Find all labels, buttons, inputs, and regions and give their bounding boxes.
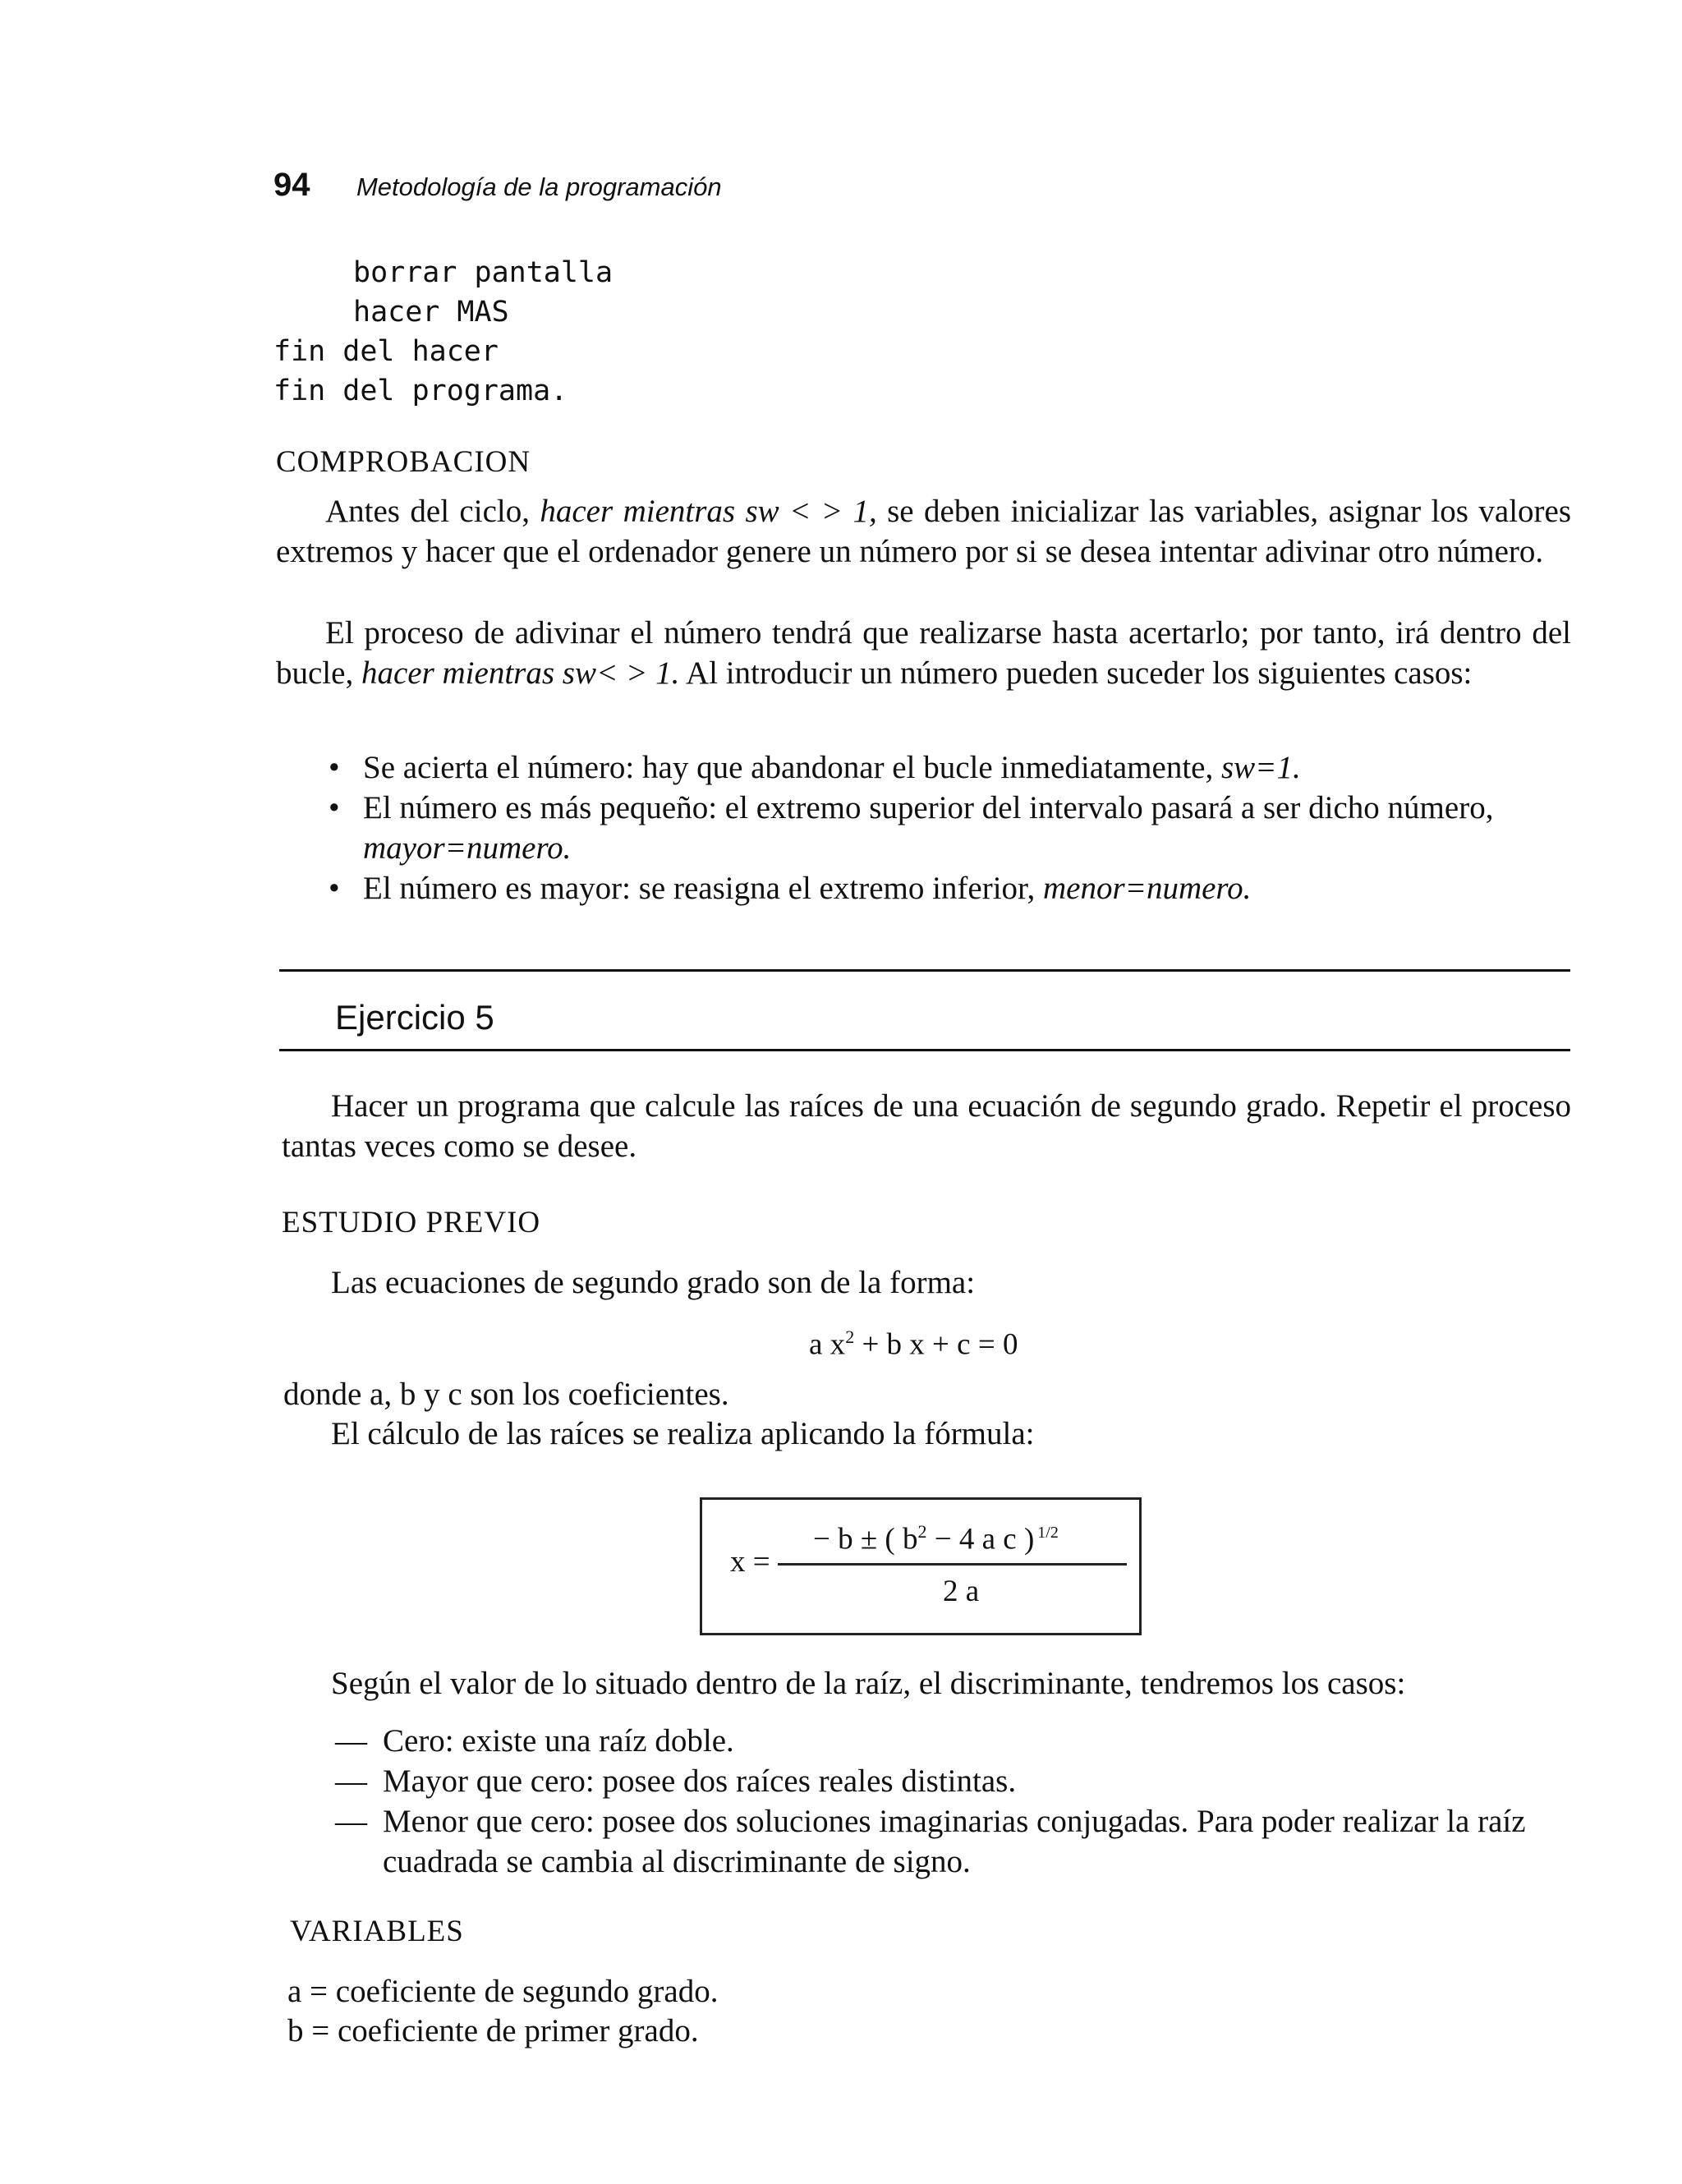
estudio-intro: Las ecuaciones de segundo grado son de la forma: <box>331 1265 976 1300</box>
formula-denominator: 2 a <box>943 1575 980 1608</box>
code-line: fin del hacer <box>273 335 499 368</box>
text-run: El número es mayor: se reasigna el extremo inferior, <box>363 871 1043 906</box>
dash-mark: — <box>335 1723 367 1759</box>
equation-term: a x <box>809 1327 846 1362</box>
bullet-icon: • <box>329 750 340 785</box>
code-line: borrar pantalla <box>353 256 614 289</box>
divider-top <box>279 969 1570 972</box>
exercise-title: Ejercicio 5 <box>335 998 494 1037</box>
running-title: Metodología de la programación <box>356 172 722 201</box>
list-item <box>335 1761 1571 1801</box>
text-run-italic: hacer mientras sw < > 1, <box>540 494 877 529</box>
section-heading-variables: VARIABLES <box>290 1915 464 1948</box>
coefficients-line: donde a, b y c son los coeficientes. <box>283 1377 729 1412</box>
text-run: Cero: existe una raíz doble. <box>383 1723 734 1759</box>
paragraph-comprobacion-2 <box>276 613 1571 693</box>
list-item <box>335 1801 1571 1882</box>
text-run-italic: mayor=numero. <box>363 830 572 866</box>
text-run: Se acierta el número: hay que abandonar el bucle inmediatamente, <box>363 750 1221 785</box>
list-item <box>329 747 1573 788</box>
text-run: Menor que cero: posee dos soluciones imaginarias conjugadas. Para poder realizar la raíz cuadrada se cambia al discriminante de signo. <box>383 1804 1526 1879</box>
quadratic-equation <box>809 1317 1018 1364</box>
variable-item: a = coeficiente de segundo grado. <box>287 1974 719 2009</box>
formula-exponent: 2 <box>917 1521 927 1542</box>
variable-item: b = coeficiente de primer grado. <box>287 2013 699 2048</box>
cases-list <box>335 1721 1571 1882</box>
list-item <box>329 788 1573 868</box>
text-run-italic: menor=numero. <box>1042 871 1252 906</box>
dash-mark: — <box>335 1804 367 1839</box>
calculation-line: El cálculo de las raíces se realiza aplicando la fórmula: <box>331 1416 1035 1451</box>
bullet-list <box>329 747 1573 908</box>
fraction-bar <box>778 1563 1127 1566</box>
text-run: El número es más pequeño: el extremo superior del intervalo pasará a ser dicho número, <box>363 790 1494 825</box>
text-run: Al introducir un número pueden suceder los siguientes casos: <box>679 655 1473 691</box>
divider-bottom <box>279 1049 1570 1051</box>
dash-mark: — <box>335 1763 367 1799</box>
paragraph-comprobacion-1 <box>276 491 1571 572</box>
section-heading-comprobacion: COMPROBACION <box>276 445 531 479</box>
text-run: se deben inicializar las variables, asignar los valores extremos y hacer que el ordenador genere un número por si se desea intentar adivinar otro número. <box>276 494 1572 569</box>
exercise-statement: Hacer un programa que calcule las raíces de una ecuación de segundo grado. Repetir el proceso tantas veces como se desee. <box>282 1088 1571 1164</box>
list-item <box>335 1721 1571 1761</box>
page-number: 94 <box>273 167 310 203</box>
formula-numerator <box>813 1511 1059 1559</box>
equation-term: + b x + c = 0 <box>854 1327 1018 1362</box>
formula-exponent: 1/2 <box>1037 1524 1059 1542</box>
equation-exponent: 2 <box>845 1326 855 1347</box>
text-run-italic: hacer mientras sw< > 1. <box>361 655 680 691</box>
section-heading-estudio: ESTUDIO PREVIO <box>282 1206 541 1239</box>
formula-term: − b ± ( b <box>813 1522 918 1556</box>
bullet-icon: • <box>329 790 340 825</box>
text-run: Mayor que cero: posee dos raíces reales distintas. <box>383 1763 1017 1799</box>
code-line: hacer MAS <box>353 296 509 329</box>
bullet-icon: • <box>329 871 340 906</box>
formula-lhs: x = <box>730 1545 770 1579</box>
text-run: Antes del ciclo, <box>325 494 540 529</box>
page-header <box>273 167 722 204</box>
text-run: El proceso de adivinar el número tendrá que realizarse hasta acertarlo; por tanto, irá dentro del bucle, <box>276 615 1571 691</box>
code-line: fin del programa. <box>273 375 568 407</box>
discriminant-intro: Según el valor de lo situado dentro de la raíz, el discriminante, tendremos los casos: <box>331 1666 1406 1701</box>
formula-term: − 4 a c ) <box>926 1522 1035 1556</box>
list-item <box>329 868 1573 908</box>
text-run-italic: sw=1. <box>1220 750 1301 785</box>
